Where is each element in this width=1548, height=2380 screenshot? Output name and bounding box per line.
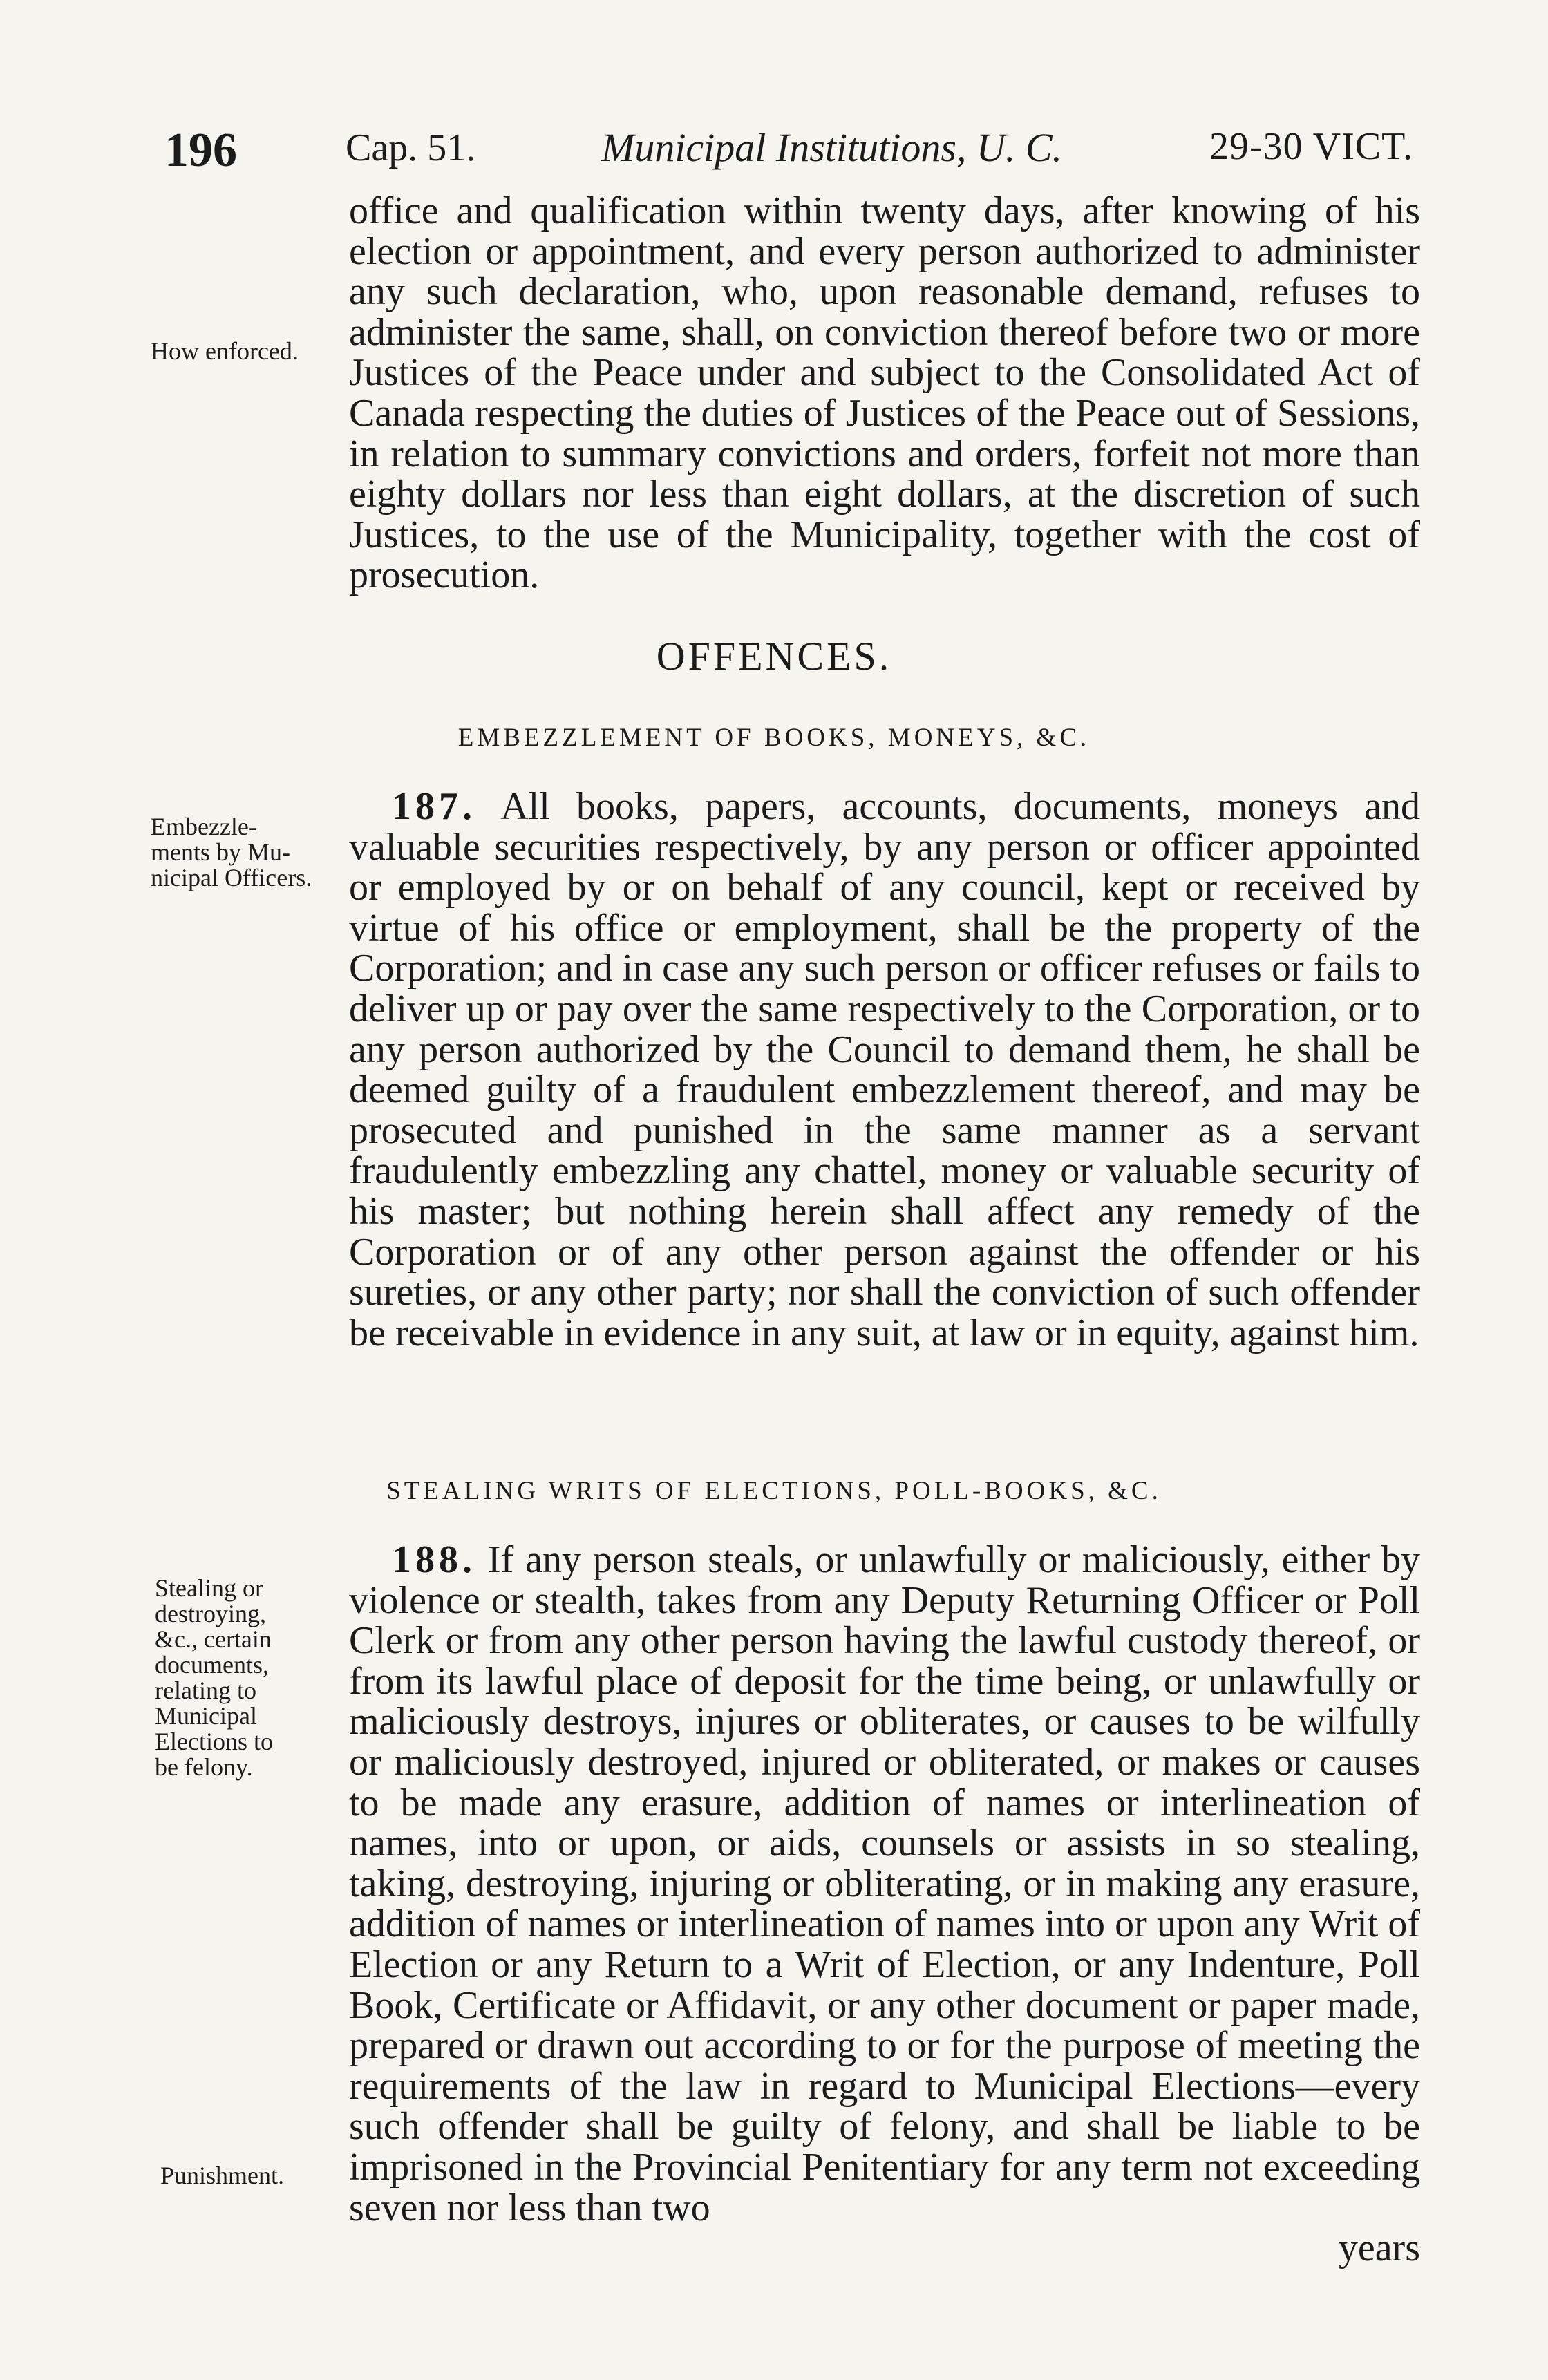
catchword: years xyxy=(1338,2227,1420,2270)
section-continued xyxy=(349,191,1420,596)
chapter-number: Cap. 51. xyxy=(346,126,476,169)
margin-note-embezzlement: Embezzle- ments by Mu- nicipal Officers. xyxy=(151,813,312,891)
running-title: Municipal Institutions, U. C. xyxy=(601,125,1062,170)
running-header xyxy=(0,109,1548,177)
margin-note-punishment: Punishment. xyxy=(160,2162,285,2189)
section-188-text: If any person steals, or unlawfully or maliciously, either by violence or stealth, takes from any Deputy Returning Officer or Poll Clerk or from any other person having the lawful custody thereof, or from its lawful place of deposit for the time being, or unlawfully or maliciously destroys, injures or obliterates, or causes to be wilfully or maliciously destroyed, injured or obliterated, or makes or causes to be made any erasure, addition of names or interlineation of names, into or upon, or aids, counsels or assists in so stealing, taking, destroying, injuring or obliterating, or in making any erasure, addition of names or interlineation of names into or upon any Writ of Election or any Return to a Writ of Election, or any Indenture, Poll Book, Certificate or Affidavit, or any other document or paper made, prepared or drawn out according to or for the purpose of meeting the requirements of the law in regard to Municipal Elections—every such offender shall be guilty of felony, and shall be liable to be imprisoned in the Provincial Penitentiary for any term not exceeding seven nor less than two xyxy=(349,1538,1421,2229)
margin-note-how-enforced: How enforced. xyxy=(151,337,299,365)
section-number-187: 187. xyxy=(392,785,476,828)
heading-offences: OFFENCES. xyxy=(656,634,892,679)
section-187 xyxy=(349,786,1420,1353)
section-188 xyxy=(349,1540,1420,2269)
section-number-188: 188. xyxy=(392,1538,476,1581)
page-number: 196 xyxy=(164,124,237,177)
section-187-text: All books, papers, accounts, documents, moneys and valuable securities respectively, by any person or officer appointed or employed by or on behalf of any council, kept or received by virtue of his office or employment, shall be the property of the Corporation; and in case any such person or officer refuses or fails to deliver up or pay over the same respectively to the Corporation, or to any person authorized by the Council to demand them, he shall be deemed guilty of a fraudulent embezzlement thereof, and may be prosecuted and punished in the same manner as a servant fraudulently embezzling any chattel, money or valuable security of his master; but nothing herein shall affect any remedy of the Corporation or of any other person against the offender or his sureties, or any other party; nor shall the conviction of such offender be receivable in evidence in any suit, at law or in equity, against him. xyxy=(349,785,1420,1354)
margin-note-stealing: Stealing or destroying, &c., certain documents, relating to Municipal Elections to be felony. xyxy=(155,1574,273,1781)
subheading-embezzlement: EMBEZZLEMENT OF BOOKS, MONEYS, &C. xyxy=(457,724,1091,752)
subheading-stealing: STEALING WRITS OF ELECTIONS, POLL-BOOKS, &C. xyxy=(386,1477,1162,1505)
section-continued-text: office and qualification within twenty days, after knowing of his election or appointment, and every person authorized to administer any such declaration, who, upon reasonable demand, refuses to administer the same, shall, on conviction thereof before two or more Justices of the Peace under and subject to the Consolidated Act of Canada respecting the duties of Justices of the Peace out of Sessions, in relation to summary convictions and orders, forfeit not more than eighty dollars nor less than eight dollars, at the discretion of such Justices, to the use of the Municipality, together with the cost of prosecution. xyxy=(349,189,1420,597)
session-label: 29-30 VICT. xyxy=(1209,125,1414,168)
